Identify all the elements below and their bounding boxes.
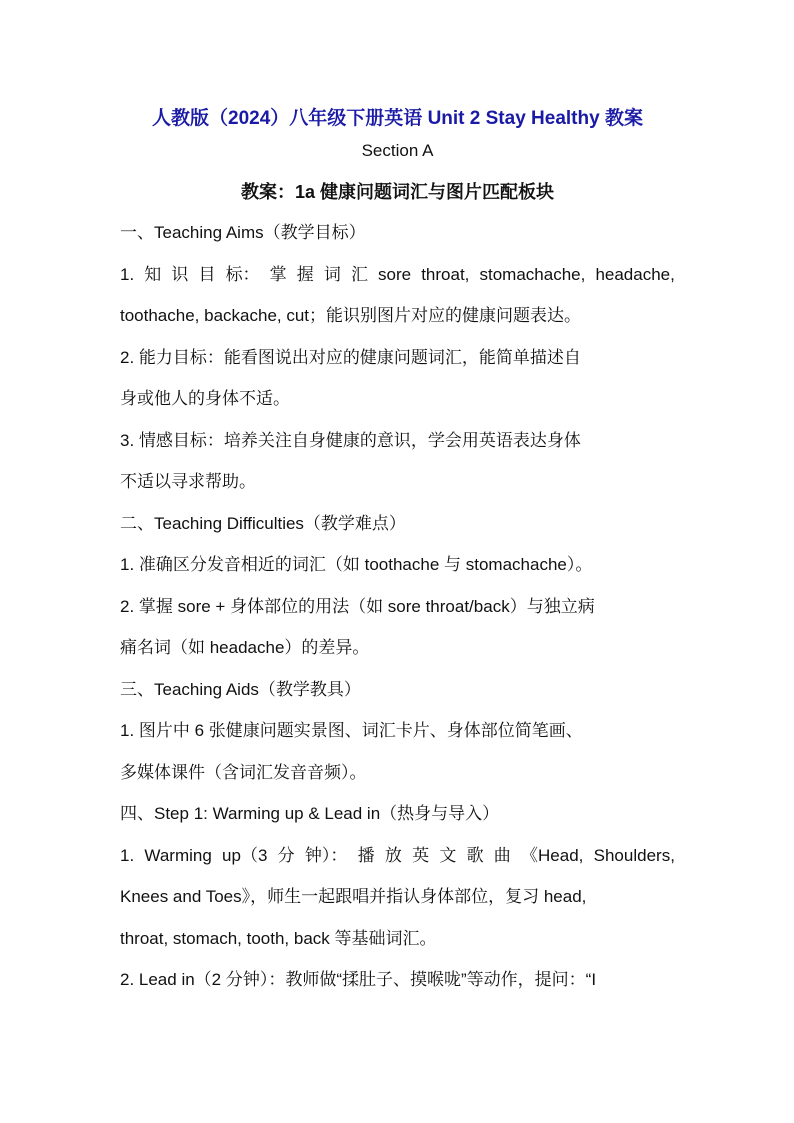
word: 《Head, xyxy=(521,845,584,865)
aims-item-2-line-1: 2. 能力目标：能看图说出对应的健康问题词汇，能简单描述自 xyxy=(120,347,581,367)
word: 知 xyxy=(144,264,162,284)
section-heading-difficulties: 二、Teaching Difficulties（教学难点） xyxy=(120,513,406,533)
word: 英 xyxy=(412,845,430,865)
difficulties-item-1-line-1: 1. 准确区分发音相近的词汇（如 toothache 与 stomachache）。 xyxy=(120,555,593,574)
word: 握 xyxy=(296,264,314,284)
step1-item-2-line-1: 2. Lead in（2 分钟）：教师做“揉肚子、摸喉咙”等动作，提问：“I xyxy=(120,970,597,989)
section-heading-aids: 三、Teaching Aids（教学教具） xyxy=(120,679,361,699)
word: sore xyxy=(378,264,412,284)
difficulties-item-2-line-2: 痛名词（如 headache）的差异。 xyxy=(120,638,370,657)
aims-item-3-line-1: 3. 情感目标：培养关注自身健康的意识，学会用英语表达身体 xyxy=(120,430,581,450)
word: 汇 xyxy=(350,264,368,284)
aims-item-2-line-2: 身或他人的身体不适。 xyxy=(120,389,290,408)
word: 歌 xyxy=(466,845,484,865)
lesson-title: 教案：1a 健康问题词汇与图片匹配板块 xyxy=(240,182,555,202)
word: 分 xyxy=(277,845,295,865)
word: up（3 xyxy=(222,845,268,865)
word: 放 xyxy=(384,845,402,865)
word: 1. xyxy=(120,264,135,284)
document-subtitle: Section A xyxy=(361,141,434,160)
word: throat, xyxy=(421,264,470,284)
word: 播 xyxy=(357,845,375,865)
aids-item-1-line-1: 1. 图片中 6 张健康问题实景图、词汇卡片、身体部位简笔画、 xyxy=(120,721,583,740)
word: 识 xyxy=(171,264,189,284)
word: 1. xyxy=(120,845,135,865)
section-heading-step1: 四、Step 1: Warming up & Lead in（热身与导入） xyxy=(120,804,500,823)
word: stomachache, xyxy=(479,264,586,284)
word: headache, xyxy=(595,264,675,284)
word: Warming xyxy=(144,845,212,865)
word: 目 xyxy=(198,264,216,284)
document-body xyxy=(120,104,675,1001)
section-heading-aims: 一、Teaching Aims（教学目标） xyxy=(120,223,366,242)
difficulties-item-2-line-1: 2. 掌握 sore + 身体部位的用法（如 sore throat/back）与独立病 xyxy=(120,596,595,616)
word: 词 xyxy=(323,264,341,284)
step1-item-1-line-1 xyxy=(120,835,675,877)
aims-item-1-line-2: toothache, backache, cut；能识别图片对应的健康问题表达。 xyxy=(120,306,582,325)
word: 标： xyxy=(225,264,260,284)
step1-item-1-line-3: throat, stomach, tooth, back 等基础词汇。 xyxy=(120,928,437,948)
word: Shoulders, xyxy=(593,845,675,865)
aims-item-1-line-1 xyxy=(120,254,675,296)
step1-item-1-line-2: Knees and Toes》，师生一起跟唱并指认身体部位，复习 head, xyxy=(120,887,587,906)
word: 文 xyxy=(439,845,457,865)
word: 钟）： xyxy=(304,845,348,865)
document-title: 人教版（2024）八年级下册英语 Unit 2 Stay Healthy 教案 xyxy=(152,108,643,129)
word: 掌 xyxy=(269,264,287,284)
aids-item-1-line-2: 多媒体课件（含词汇发音音频）。 xyxy=(120,762,367,782)
aims-item-3-line-2: 不适以寻求帮助。 xyxy=(120,472,256,491)
word: 曲 xyxy=(493,845,511,865)
